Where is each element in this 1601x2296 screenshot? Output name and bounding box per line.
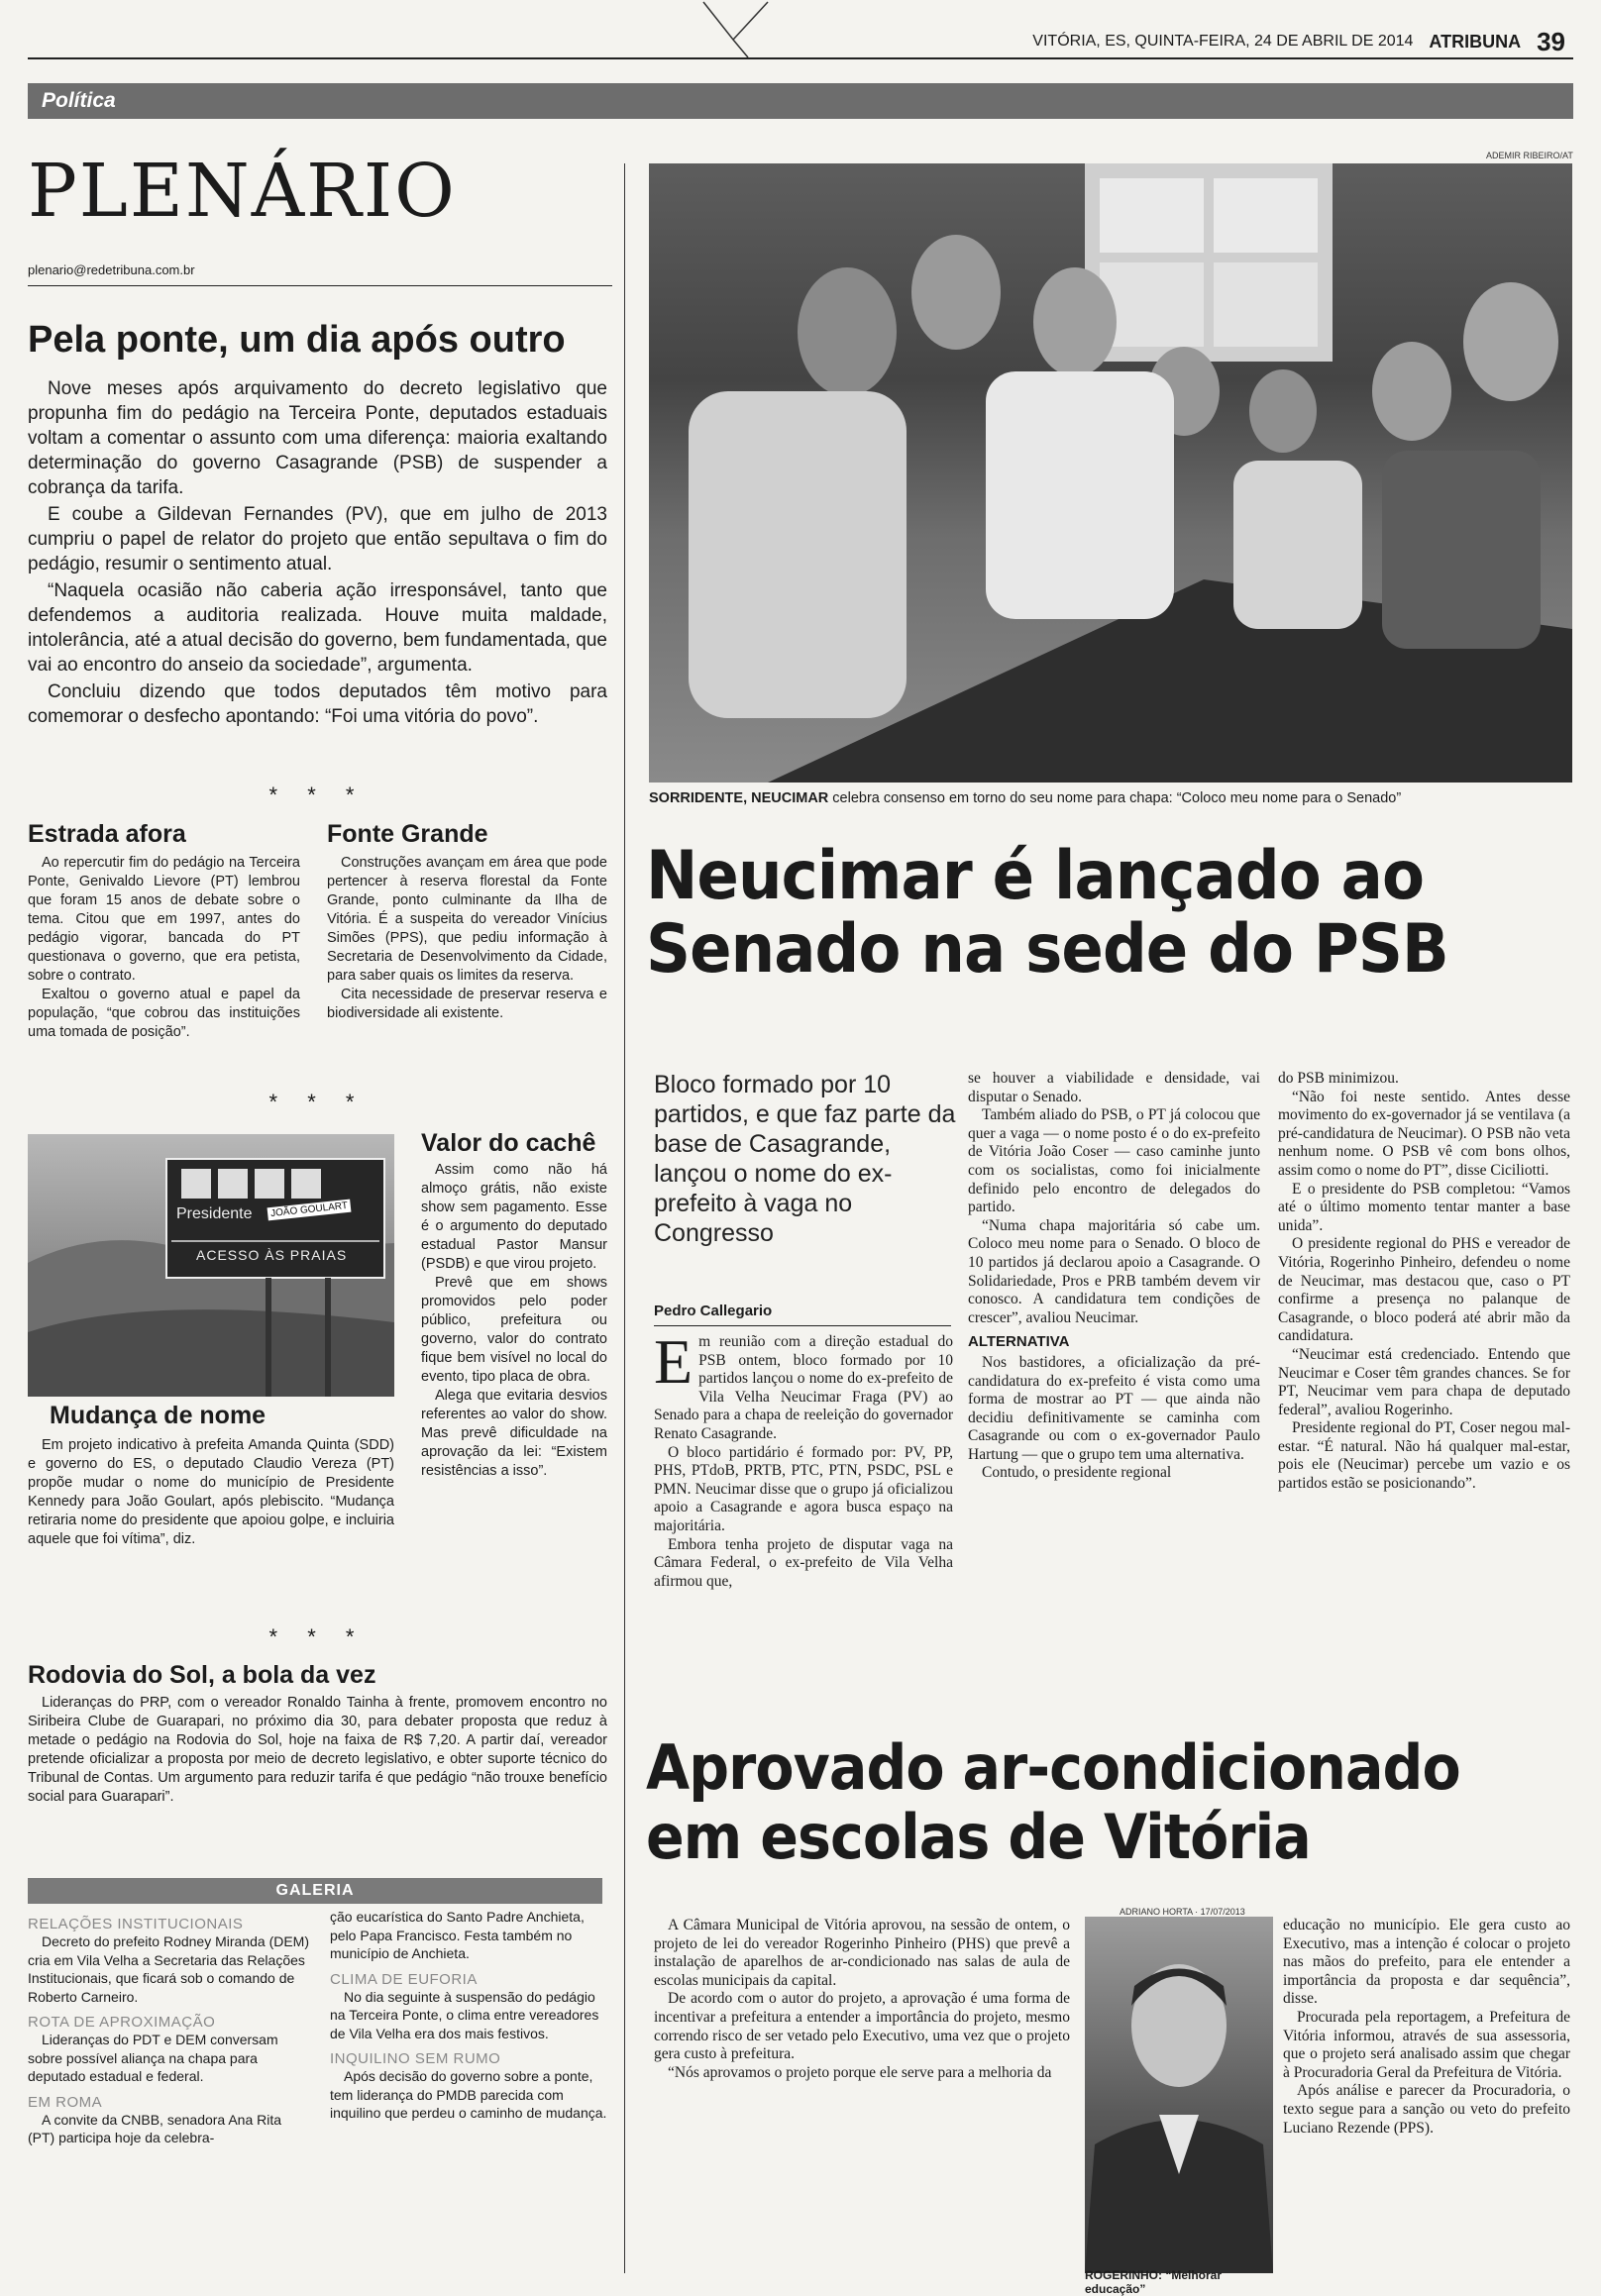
photo-credit: ADEMIR RIBEIRO/AT xyxy=(1486,151,1573,160)
paragraph: Embora tenha projeto de disputar vaga na Câmara Federal, o ex-prefeito de Vila Velha afirmou que, xyxy=(654,1535,953,1590)
mudanca-headline: Mudança de nome xyxy=(50,1402,267,1429)
portrait-illustration xyxy=(1085,1917,1273,2273)
paragraph: “Nós aprovamos o projeto porque ele serve para a melhoria da xyxy=(668,2063,1052,2081)
headline-line: Senado na sede do PSB xyxy=(646,910,1448,989)
paragraph: “Neucimar está credenciado. Entendo que Neucimar e Coser têm grandes chances. Se for PT, Neucimar vem para chapa de deputado federal”, avaliou Rogerinho. xyxy=(1278,1345,1570,1418)
section-label: Política xyxy=(28,83,1573,119)
paragraph: A convite da CNBB, senadora Ana Rita (PT) participa hoje da celebra- xyxy=(28,2111,282,2145)
paragraph: A Câmara Municipal de Vitória aprovou, na sessão de ontem, o projeto de lei do vereador Rogerinho Pinheiro (PHS) que prevê a instalação de aparelhos de ar-condicionado nas salas de aula de escolas municipais da capital. xyxy=(654,1917,1070,1989)
galeria-item-text xyxy=(28,2111,310,2147)
column-email[interactable]: plenario@redetribuna.com.br xyxy=(28,262,195,277)
dateline: VITÓRIA, ES, QUINTA-FEIRA, 24 DE ABRIL DE 2014 xyxy=(1032,33,1414,50)
galeria-item-text xyxy=(330,1988,607,2043)
main-deck: Bloco formado por 10 partidos, e que faz parte da base de Casagrande, lançou o nome do ex-prefeito à vaga no Congresso xyxy=(654,1071,956,1247)
paragraph: Em projeto indicativo à prefeita Amanda Quinta (SDD) e governo do ES, o deputado Claudio Vereza (PT) propõe mudar o nome do município de Presidente Kennedy para João Goulart, após plebiscito. “Mudança retiraria nome do presidente que apoiou golpe, e incluiria aquele que foi vítima”, diz. xyxy=(28,1437,394,1547)
meeting-photo xyxy=(649,163,1572,783)
galeria-item-text xyxy=(330,2067,607,2123)
paragraph: Ao repercutir fim do pedágio na Terceira Ponte, Genivaldo Lievore (PT) lembrou que foram 15 anos de debate sobre o tema. Citou que em 1997, antes do pedágio vigorar, bancada do PT questionava o governo, que era petista, sobre o contrato. xyxy=(28,855,300,984)
column-title: PLENÁRIO xyxy=(28,149,457,234)
paragraph: Após decisão do governo sobre a ponte, tem liderança do PMDB parecida com inquilino que perdeu o caminho de mudança. xyxy=(330,2068,607,2121)
mudanca-body xyxy=(28,1436,394,1549)
lead-note-body xyxy=(28,376,607,731)
paragraph: No dia seguinte à suspensão do pedágio na Terceira Ponte, o clima entre vereadores de Vila Velha era dos mais festivos. xyxy=(330,1988,599,2041)
paper-name: ATRIBUNA xyxy=(1429,31,1522,52)
paragraph: m reunião com a direção estadual do PSB ontem, bloco formado por 10 partidos lançou o nome do ex-prefeito de Vila Velha Neucimar Fraga (PV) ao Senado para a chapa de reeleição do governador Renato Casagrande. xyxy=(654,1333,953,1442)
photo-caption xyxy=(649,790,1572,806)
paragraph: Procurada pela reportagem, a Prefeitura de Vitória informou, através de sua assessoria, que o projeto será analisado assim que chegar à Procuradoria Geral da Prefeitura de Vitória. xyxy=(1283,2008,1570,2081)
estrada-headline: Estrada afora xyxy=(28,820,186,848)
paragraph: Construções avançam em área que pode pertencer à reserva florestal da Fonte Grande, ponto culminante da Ilha de Vitória. É a suspeita do vereador Vinícius Simões (PPS), que pediu informação à Secretaria de Desenvolvimento da Cidade, para saber quais os limites da reserva. xyxy=(327,855,607,984)
paragraph: ção eucarística do Santo Padre Anchieta, pelo Papa Francisco. Festa também no município de Anchieta. xyxy=(330,1909,585,1961)
sign-text: Presidente xyxy=(176,1205,253,1222)
fonte-body xyxy=(327,854,607,1023)
galeria-col-2 xyxy=(330,1908,607,2123)
portrait-photo xyxy=(1085,1917,1273,2273)
lead-note-headline: Pela ponte, um dia após outro xyxy=(28,319,566,361)
galeria-item-text xyxy=(28,2031,310,2086)
separator: * * * xyxy=(268,1090,367,1114)
paragraph: Prevê que em shows promovidos pelo poder público, prefeitura ou governo, valor do contrato fique bem visível no local do evento, tipo placa de obra. xyxy=(421,1275,607,1385)
galeria-item-head: ROTA DE APROXIMAÇÃO xyxy=(28,2014,216,2031)
second-col-1 xyxy=(654,1917,1070,2082)
subhead: ALTERNATIVA xyxy=(968,1333,1070,1351)
headline-line: Aprovado ar-condicionado xyxy=(646,1731,1460,1804)
paragraph: educação no município. Ele gera custo ao Executivo, mas a intenção é colocar o projeto nas mãos do prefeito, para ele entender a importância da proposta e dar sequência”, disse. xyxy=(1283,1917,1570,2008)
caption-lead: SORRIDENTE, NEUCIMAR xyxy=(649,790,829,806)
page-number: 39 xyxy=(1537,26,1565,56)
paragraph: Assim como não há almoço grátis, não existe show sem pagamento. Esse é o argumento do deputado estadual Pastor Mansur (PSDB) e que virou projeto. xyxy=(421,1162,607,1272)
rodovia-body xyxy=(28,1694,607,1807)
paragraph: O presidente regional do PHS e vereador de Vitória, Rogerinho Pinheiro, defendeu o nome de Neucimar, mas destacou que, caso o PT confirme a presença no palanque de Casagrande, o bloco poderá até abrir mão da candidatura. xyxy=(1278,1235,1570,1345)
meeting-illustration xyxy=(649,163,1572,783)
byline: Pedro Callegario xyxy=(654,1303,773,1319)
paragraph: De acordo com o autor do projeto, a aprovação é uma forma de incentivar a prefeitura a entender a importância do projeto, mesmo correndo risco de ser vetado pelo Executivo, uma vez que o projeto gera custo à prefeitura. xyxy=(654,1990,1070,2063)
galeria-item-text xyxy=(330,1908,607,1963)
main-col-2 xyxy=(968,1070,1260,1483)
dropcap: E xyxy=(654,1326,694,1397)
column-divider xyxy=(624,163,625,2273)
galeria-item-head: INQUILINO SEM RUMO xyxy=(330,2050,501,2067)
paragraph: “Numa chapa majoritária só cabe um. Coloco meu nome para o Senado. O bloco de 10 partidos já declarou apoio a Casagrande. O Solidariedade, Pros e PRB também devem vir conosco. A candidatura tem condições de crescer”, avaliou Neucimar. xyxy=(968,1216,1260,1326)
sign-text: ACESSO ÀS PRAIAS xyxy=(196,1247,348,1263)
masthead xyxy=(0,26,1601,56)
paragraph: se houver a viabilidade e densidade, vai disputar o Senado. xyxy=(968,1070,1260,1105)
paragraph: “Naquela ocasião não caberia ação irresponsável, tanto que defendemos a auditoria realizada. Houve muita maldade, intolerância, até a atual decisão do governo, bem fundamentada, que vai ao encontro do anseio da sociedade”, argumenta. xyxy=(28,580,607,676)
galeria-item-head: RELAÇÕES INSTITUCIONAIS xyxy=(28,1916,244,1932)
galeria-item-head: CLIMA DE EUFORIA xyxy=(330,1970,478,1988)
photo-credit: ADRIANO HORTA · 17/07/2013 xyxy=(1120,1907,1245,1917)
paragraph: Lideranças do PDT e DEM conversam sobre possível aliança na chapa para deputado estadual e federal. xyxy=(28,2032,278,2084)
paragraph: Contudo, o presidente regional xyxy=(982,1464,1172,1482)
paragraph: Alega que evitaria desvios referentes ao valor do show. Mas prevê dificuldade na aprovação da lei: “Existem resistências a isso”. xyxy=(421,1388,607,1479)
valor-body xyxy=(421,1161,607,1481)
galeria-item-text xyxy=(28,1932,310,2006)
paragraph: Nove meses após arquivamento do decreto legislativo que propunha fim do pedágio na Terceira Ponte, deputados estaduais voltam a comentar o assunto com uma diferença: maioria exaltando determinação do governo Casagrande (PSB) de suspender a cobrança da tarifa. xyxy=(28,378,607,498)
caption-text: celebra consenso em torno do seu nome para chapa: “Coloco meu nome para o Senado” xyxy=(832,790,1402,806)
estrada-body xyxy=(28,854,300,1042)
divider xyxy=(28,285,612,286)
divider xyxy=(654,1325,951,1326)
paragraph: do PSB minimizou. xyxy=(1278,1070,1399,1087)
paragraph: Exaltou o governo atual e papel da população, “que cobrou das instituições uma tomada de posição”. xyxy=(28,987,300,1040)
second-col-3 xyxy=(1283,1917,1570,2138)
rodovia-headline: Rodovia do Sol, a bola da vez xyxy=(28,1661,376,1689)
second-headline xyxy=(646,1733,1566,1872)
photo-caption: ROGERINHO: “Melhorar educação” xyxy=(1085,2268,1223,2296)
main-col-1 xyxy=(654,1326,953,1591)
separator: * * * xyxy=(268,783,367,807)
paragraph: Após análise e parecer da Procuradoria, o texto segue para a sanção ou veto do prefeito Luciano Rezende (PPS). xyxy=(1283,2082,1570,2137)
paragraph: Presidente regional do PT, Coser negou mal-estar. “É natural. Não há qualquer mal-estar, pois ele (Neucimar) percebe um vazio e os partidos estão se posicionando”. xyxy=(1278,1419,1570,1493)
paragraph: E o presidente do PSB completou: “Vamos até o último momento tentar manter a base unida”. xyxy=(1278,1180,1570,1234)
paragraph: Lideranças do PRP, com o vereador Ronaldo Tainha à frente, promovem encontro no Siribeira Clube de Guarapari, no próximo dia 30, para debater proposta que reduz à metade o pedágio na Rodovia do Sol, hoje na faixa de R$ 7,20. A partir daí, vereador pretende oficializar a proposta por meio de decreto legislativo, e obter suporte técnico do Tribunal de Contas. Um argumento para reduzir tarifa é que pedágio “não trouxe benefício social para Guarapari”. xyxy=(28,1695,607,1805)
paragraph: E coube a Gildevan Fernandes (PV), que em julho de 2013 cumpriu o papel de relator do projeto que então sepultava o fim do pedágio, resumir o sentimento atual. xyxy=(28,504,607,574)
paragraph: O bloco partidário é formado por: PV, PP, PHS, PTdoB, PRTB, PTC, PTN, PSDC, PSL e PMN. Neucimar disse que o grupo já oficializou apoio a Casagrande e agora busca espaço na majoritária. xyxy=(654,1443,953,1534)
paragraph: Cita necessidade de preservar reserva e biodiversidade ali existente. xyxy=(327,987,607,1021)
paragraph: “Não foi neste sentido. Antes desse movimento do ex-governador já se ventilava (a pré-candidatura de Neucimar). O PSB não veta nenhum nome. O PSB vê com bons olhos, assim como o nome do PT”, disse Ciciliotti. xyxy=(1278,1088,1570,1179)
main-col-3 xyxy=(1278,1070,1570,1494)
galeria-title: GALERIA xyxy=(28,1878,602,1904)
masthead-rule xyxy=(28,57,1573,59)
galeria-col-1 xyxy=(28,1908,310,2147)
valor-headline: Valor do cachê xyxy=(421,1129,596,1157)
paragraph: Nos bastidores, a oficialização da pré-candidatura do ex-prefeito é vista como uma forma de mostrar ao PT — que ainda não decidiu definitivamente se caminha com Casagrande ou com o ex-governador Paulo Hartung — que o grupo tem uma alternativa. xyxy=(968,1353,1260,1463)
fonte-headline: Fonte Grande xyxy=(327,820,488,848)
galeria-item-head: EM ROMA xyxy=(28,2093,103,2111)
headline-line: Neucimar é lançado ao xyxy=(646,837,1425,915)
main-headline xyxy=(646,837,1566,989)
sign-sticker: JOÃO GOULART xyxy=(267,1200,352,1221)
paragraph: Concluiu dizendo que todos deputados têm motivo para comemorar o desfecho apontando: “Foi uma vitória do povo”. xyxy=(28,681,607,727)
paragraph: Decreto do prefeito Rodney Miranda (DEM) cria em Vila Velha a Secretaria das Relações Institucionais, que ficará sob o comando de Roberto Carneiro. xyxy=(28,1933,310,2005)
paragraph: Também aliado do PSB, o PT já colocou que quer a vaga — o nome posto é o do ex-prefeito de Vitória João Coser — caso caminhe junto com os socialistas, como foi inicialmente definido pelo encontro de delegados do partido. xyxy=(968,1106,1260,1216)
headline-line: em escolas de Vitória xyxy=(646,1801,1311,1873)
road-sign-photo xyxy=(28,1134,394,1397)
separator: * * * xyxy=(268,1624,367,1649)
road-sign-illustration xyxy=(28,1134,394,1397)
